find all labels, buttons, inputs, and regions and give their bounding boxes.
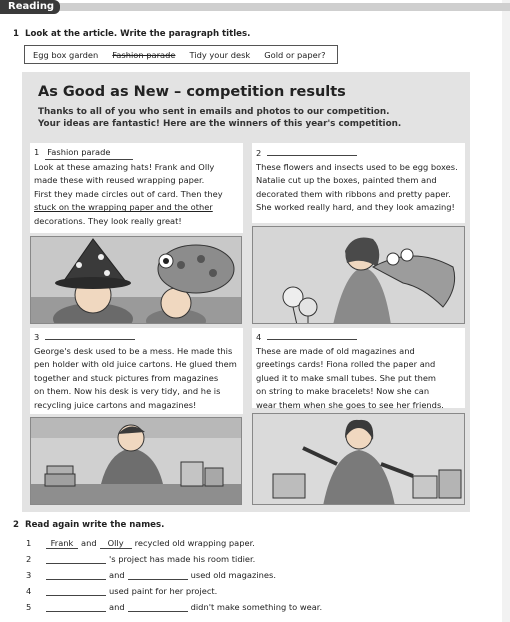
paragraph-title-blank[interactable] — [267, 147, 357, 156]
row-text: and — [109, 602, 125, 612]
reading-header-bar — [0, 0, 510, 14]
name-answer[interactable]: Frank — [46, 538, 78, 549]
paragraph-line: stuck on the wrapping paper and the other — [34, 202, 213, 213]
row-text: and — [81, 538, 97, 548]
section-tab-reading: Reading — [0, 0, 60, 14]
name-blank[interactable] — [46, 586, 106, 596]
article-title: As Good as New – competition results — [38, 84, 346, 100]
photo-tidy-desk — [30, 417, 242, 505]
names-row-4 — [26, 586, 220, 598]
exercise-2-instruction: Read again write the names. — [24, 520, 165, 530]
exercise-1-instruction: Look at the article. Write the paragraph titles. — [24, 29, 251, 39]
exercise-1-number: 1 — [13, 29, 19, 39]
paragraph-number: 4 — [256, 332, 262, 342]
row-number: 4 — [26, 586, 32, 596]
paragraph-line: Look at these amazing hats! Frank and Olly — [34, 161, 215, 172]
row-text: 's project has made his room tidier. — [109, 554, 256, 564]
paragraph-line: George's desk used to be a mess. He made this — [34, 345, 233, 356]
exercise-1-heading — [13, 29, 250, 39]
paragraph-line: together and stuck pictures from magazines — [34, 372, 219, 383]
word-box-item: Tidy your desk — [189, 49, 251, 60]
paragraph-number: 3 — [34, 332, 40, 342]
names-row-1 — [26, 538, 258, 550]
row-text: didn't make something to wear. — [190, 602, 323, 612]
paragraph-line: decorations. They look really great! — [34, 215, 182, 226]
paragraph-line: on them. Now his desk is very tidy, and he is — [34, 386, 221, 397]
bracelets-illustration — [253, 414, 465, 505]
paragraph-1 — [30, 143, 243, 233]
word-box — [24, 45, 338, 64]
names-row-5 — [26, 602, 325, 614]
paragraph-line: decorated them with ribbons and pretty paper. — [256, 188, 451, 199]
paragraph-number: 2 — [256, 148, 262, 158]
photo-bracelets — [252, 413, 465, 505]
name-blank[interactable] — [128, 602, 188, 612]
paragraph-3 — [30, 328, 243, 414]
row-text: used paint for her project. — [109, 586, 218, 596]
row-number: 2 — [26, 554, 32, 564]
paragraph-line: wear them when she goes to see her friends. — [256, 399, 444, 410]
row-text: used old magazines. — [190, 570, 276, 580]
name-blank[interactable] — [46, 554, 106, 564]
paragraph-title-blank[interactable] — [267, 331, 357, 340]
word-box-item: Gold or paper? — [264, 49, 326, 60]
photo-hats — [30, 236, 242, 324]
paragraph-line: greetings cards! Fiona rolled the paper and — [256, 359, 436, 370]
word-box-item: Egg box garden — [33, 49, 99, 60]
paragraph-4 — [252, 328, 465, 408]
name-answer[interactable]: Olly — [100, 538, 132, 549]
paragraph-line: glued it to make small tubes. She put them — [256, 372, 437, 383]
names-row-3 — [26, 570, 279, 582]
intro-line: Thanks to all of you who sent in emails and photos to our competition. — [38, 107, 390, 117]
name-blank[interactable] — [46, 602, 106, 612]
paragraph-line: These flowers and insects used to be egg boxes. — [256, 161, 458, 172]
hats-illustration — [31, 237, 242, 324]
paragraph-line: pen holder with old juice cartons. He glued them — [34, 359, 237, 370]
paragraph-line: Natalie cut up the boxes, painted them and — [256, 175, 437, 186]
paragraph-line: These are made of old magazines and — [256, 345, 415, 356]
paragraph-title-answer[interactable]: Fashion parade — [45, 147, 133, 160]
row-number: 5 — [26, 602, 32, 612]
paragraph-line: She worked really hard, and they look amazing! — [256, 202, 455, 213]
exercise-2-heading — [13, 520, 164, 530]
row-text: recycled old wrapping paper. — [134, 538, 255, 548]
row-text: and — [109, 570, 125, 580]
row-number: 1 — [26, 538, 32, 548]
name-blank[interactable] — [128, 570, 188, 580]
paragraph-line: on string to make bracelets! Now she can — [256, 386, 430, 397]
paragraph-2 — [252, 143, 465, 223]
paragraph-line: recycling juice cartons and magazines! — [34, 399, 197, 410]
name-blank[interactable] — [46, 570, 106, 580]
photo-egg-box-garden — [252, 226, 465, 324]
page-edge — [502, 0, 510, 622]
egg-box-illustration — [253, 227, 465, 324]
intro-line: Your ideas are fantastic! Here are the winners of this year's competition. — [38, 119, 402, 129]
paragraph-number: 1 — [34, 147, 40, 157]
header-stripe — [0, 3, 510, 11]
article-intro — [38, 106, 401, 130]
row-number: 3 — [26, 570, 32, 580]
paragraph-line: First they made circles out of card. Then they — [34, 188, 223, 199]
paragraph-line: made these with reused wrapping paper. — [34, 175, 205, 186]
exercise-2-number: 2 — [13, 520, 19, 530]
paragraph-title-blank[interactable] — [45, 331, 135, 340]
desk-illustration — [31, 418, 242, 505]
names-row-2 — [26, 554, 258, 566]
word-box-item-crossed: Fashion parade — [112, 49, 176, 60]
